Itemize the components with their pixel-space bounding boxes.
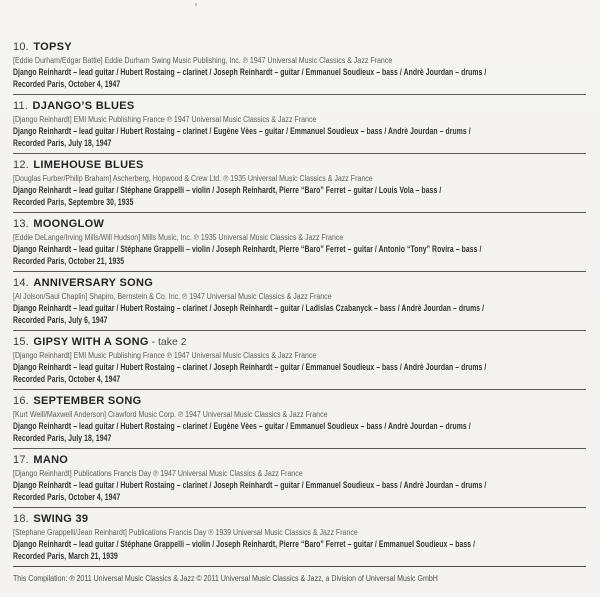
track-title: MANO <box>33 454 69 466</box>
track-title: DJANGO’S BLUES <box>32 100 135 112</box>
track-heading <box>13 511 586 526</box>
track-entry <box>13 331 586 390</box>
track-credit: [Eddie DeLange/Irving Mills/Will Hudson] Mills Music, Inc. ℗ 1935 Universal Music Classics & Jazz France <box>13 233 344 242</box>
track-credit: [Django Reinhardt] EMI Music Publishing France ℗ 1947 Universal Music Classics & Jazz France <box>13 351 317 360</box>
track-recorded: Recorded Paris, October 4, 1947 <box>13 373 121 384</box>
track-heading <box>13 157 586 172</box>
track-title-suffix: - take 2 <box>148 336 187 348</box>
track-heading <box>13 334 586 349</box>
track-entry <box>13 390 586 449</box>
track-entry <box>13 272 586 331</box>
track-personnel: Django Reinhardt – lead guitar / Hubert Rostaing – clarinet / Eugène Vèes – guitar / Emmanuel Soudieux – bass / Andrè Jourdan – drums / <box>13 421 471 431</box>
track-number: 13. <box>13 218 29 230</box>
track-entry <box>13 213 586 272</box>
track-credit: [Douglas Furber/Philip Braham] Ascherberg, Hopwood & Crew Ltd. ℗ 1935 Universal Music Classics & Jazz France <box>13 174 373 183</box>
track-recorded: Recorded Paris, Septembre 30, 1935 <box>13 196 134 207</box>
track-personnel: Django Reinhardt – lead guitar / Stéphane Grappelli – violin / Joseph Reinhardt, Pierre “Baro” Ferret – guitar / Antonio “Tony” Rovira – bass / <box>13 244 482 254</box>
track-title: SEPTEMBER SONG <box>33 395 142 407</box>
scan-speck <box>195 3 197 6</box>
track-credit: [Stephane Grappelli/Jean Reinhardt] Publications Francis Day ℗ 1939 Universal Music Classics & Jazz France <box>13 528 358 537</box>
track-heading <box>13 216 586 231</box>
track-heading <box>13 452 586 467</box>
track-number: 18. <box>13 513 29 525</box>
track-heading <box>13 393 586 408</box>
track-personnel: Django Reinhardt – lead guitar / Stéphane Grappelli – violin / Joseph Reinhardt, Pierre “Baro” Ferret – guitar / Louis Vola – bass / <box>13 185 442 195</box>
track-number: 17. <box>13 454 29 466</box>
track-title: ANNIVERSARY SONG <box>33 277 154 289</box>
track-number: 12. <box>13 159 29 171</box>
track-title: TOPSY <box>33 41 72 53</box>
track-recorded: Recorded Paris, October 4, 1947 <box>13 78 121 89</box>
track-personnel: Django Reinhardt – lead guitar / Hubert Rostaing – clarinet / Joseph Reinhardt – guitar / Emmanuel Soudieux – bass / Andrè Jourdan – drums / <box>13 362 487 372</box>
track-entry <box>13 449 586 508</box>
track-entry <box>13 95 586 154</box>
track-personnel: Django Reinhardt – lead guitar / Hubert Rostaing – clarinet / Joseph Reinhardt – guitar / Ladislas Czabanyck – bass / Andrè Jourdan – drums / <box>13 303 485 313</box>
track-number: 15. <box>13 336 29 348</box>
track-credit: [Kurt Weill/Maxwell Anderson] Crawford Music Corp. ℗ 1947 Universal Music Classics & Jazz France <box>13 410 328 419</box>
track-credit: [Django Reinhardt] Publications Francis Day ℗ 1947 Universal Music Classics & Jazz France <box>13 469 303 478</box>
track-entry <box>13 508 586 567</box>
track-heading <box>13 98 586 113</box>
track-number: 14. <box>13 277 29 289</box>
track-heading <box>13 275 586 290</box>
track-recorded: Recorded Paris, July 6, 1947 <box>13 314 108 325</box>
track-heading <box>13 39 586 54</box>
track-title: LIMEHOUSE BLUES <box>33 159 144 171</box>
track-number: 16. <box>13 395 29 407</box>
track-personnel: Django Reinhardt – lead guitar / Hubert Rostaing – clarinet / Joseph Reinhardt – guitar / Emmanuel Soudieux – bass / Andrè Jourdan – drums / <box>13 67 487 77</box>
compilation-footer: This Compilation: ℗ 2011 Universal Music Classics & Jazz © 2011 Universal Music Classics & Jazz, a Division of Universal Music GmbH <box>13 574 438 583</box>
track-recorded: Recorded Paris, October 21, 1935 <box>13 255 125 266</box>
track-title: MOONGLOW <box>33 218 105 230</box>
track-personnel: Django Reinhardt – lead guitar / Hubert Rostaing – clarinet / Eugène Vèes – guitar / Emmanuel Soudieux – bass / Andrè Jourdan – drums / <box>13 126 471 136</box>
track-personnel: Django Reinhardt – lead guitar / Stéphane Grappelli – violin / Joseph Reinhardt, Pierre “Baro” Ferret – guitar / Emmanuel Soudieux – bass / <box>13 539 476 549</box>
track-recorded: Recorded Paris, July 18, 1947 <box>13 432 112 443</box>
track-recorded: Recorded Paris, March 21, 1939 <box>13 550 118 561</box>
track-credit: [Eddie Durham/Edgar Battle] Eddie Durham Swing Music Publishing, Inc. ℗ 1947 Universal Music Classics & Jazz France <box>13 56 393 65</box>
track-personnel: Django Reinhardt – lead guitar / Hubert Rostaing – clarinet / Joseph Reinhardt – guitar / Emmanuel Soudieux – bass / Andrè Jourdan – drums / <box>13 480 487 490</box>
track-number: 10. <box>13 41 29 53</box>
track-recorded: Recorded Paris, October 4, 1947 <box>13 491 121 502</box>
track-entry <box>13 36 586 95</box>
track-title: SWING 39 <box>33 513 89 525</box>
track-recorded: Recorded Paris, July 18, 1947 <box>13 137 112 148</box>
track-credit: [Django Reinhardt] EMI Music Publishing France ℗ 1947 Universal Music Classics & Jazz France <box>13 115 317 124</box>
track-number: 11. <box>13 100 29 112</box>
track-entry <box>13 154 586 213</box>
track-title: GIPSY WITH A SONG <box>33 336 149 348</box>
track-credit: [Al Jolson/Saul Chaplin] Shapiro, Bernstein & Co. Inc. ℗ 1947 Universal Music Classics & Jazz France <box>13 292 332 301</box>
